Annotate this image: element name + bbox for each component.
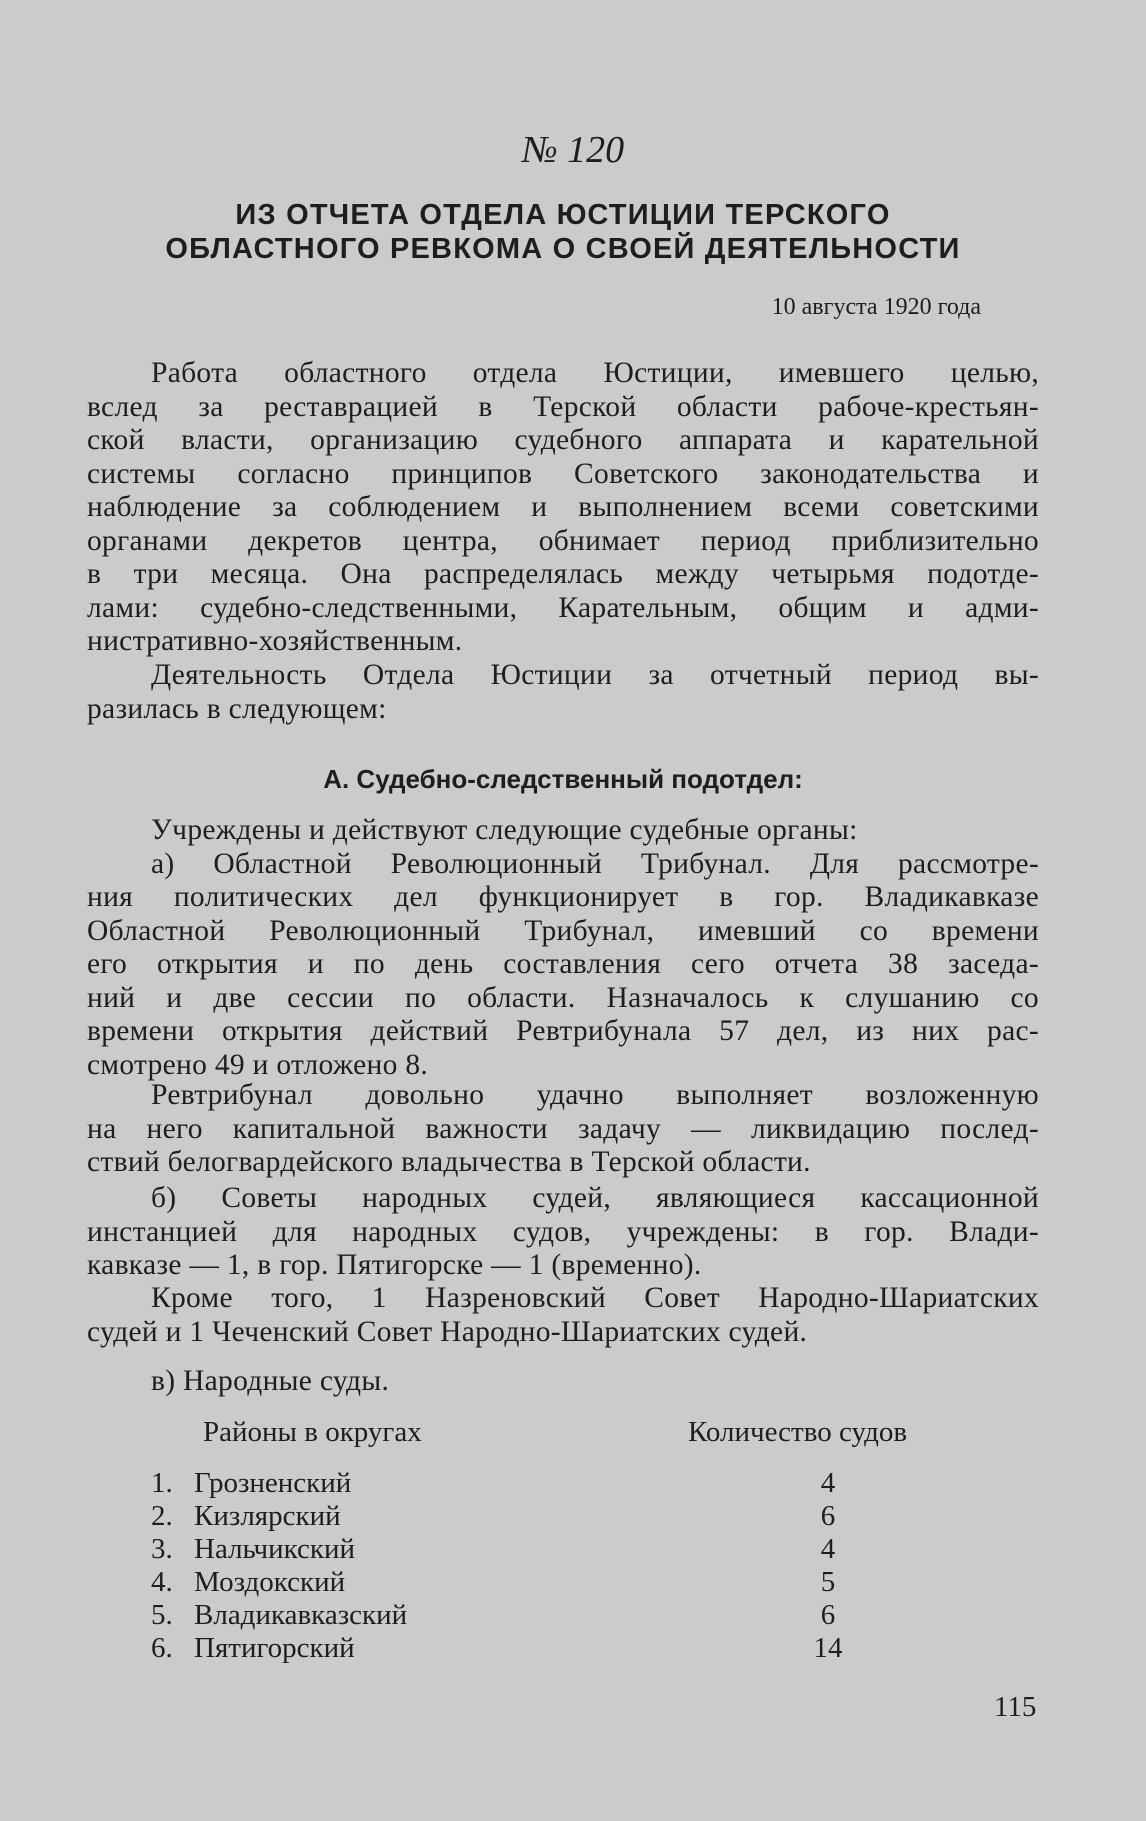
document-number: № 120 <box>521 129 625 171</box>
paragraph-6 <box>87 1282 1039 1349</box>
text-line: Деятельность Отдела Юстиции за отчетный период вы- <box>151 659 1039 691</box>
paragraph-5 <box>87 1182 1039 1283</box>
court-count: 5 <box>820 1566 836 1598</box>
text-line: органами декретов центра, обнимает период приблизительно <box>87 524 1039 557</box>
district-name: Моздокский <box>194 1566 346 1598</box>
table-header-count: Количество судов <box>688 1416 908 1448</box>
text-line: Работа областного отдела Юстиции, имевшего целью, <box>151 357 1039 389</box>
text-line: ствий белогвардейского владычества в Терской области. <box>87 1146 811 1178</box>
text-line: на него капитальной важности задачу — ликвидацию послед- <box>87 1112 1039 1145</box>
document-date: 10 августа 1920 года <box>771 294 981 320</box>
table-row <box>0 1467 1146 1500</box>
text-line: Кроме того, 1 Назреновский Совет Народно-Шариатских <box>151 1282 1039 1314</box>
text-line: инстанцией для народных судов, учреждены: в гор. Влади- <box>87 1215 1039 1248</box>
court-count: 4 <box>820 1467 836 1499</box>
court-count: 6 <box>820 1500 836 1532</box>
text-line: времени открытия действий Ревтрибунала 57 дел, из них рас- <box>87 1015 1039 1047</box>
text-line: а) Областной Революционный Трибунал. Для рассмотре- <box>151 847 1039 880</box>
district-name: Нальчикский <box>194 1533 356 1565</box>
district-name: Грозненский <box>194 1467 352 1499</box>
table-row <box>0 1500 1146 1533</box>
text-line: системы согласно принципов Советского законодательства и <box>87 457 1039 490</box>
text-line: лами: судебно-следственными, Карательным, общим и адми- <box>87 591 1039 624</box>
text-line: в) Народные суды. <box>151 1365 390 1397</box>
table-row <box>0 1599 1146 1632</box>
court-count: 4 <box>820 1533 836 1565</box>
text-line: Ревтрибунал довольно удачно выполняет возложенную <box>151 1079 1039 1111</box>
row-number: 3. <box>151 1533 173 1565</box>
paragraph-2 <box>87 659 1039 726</box>
paragraph-4 <box>87 1079 1039 1180</box>
paragraph-1 <box>87 357 1039 659</box>
row-number: 4. <box>151 1566 173 1598</box>
text-line: б) Советы народных судей, являющиеся кассационной <box>151 1182 1039 1214</box>
table-header-districts: Районы в округах <box>203 1416 422 1448</box>
text-line: судей и 1 Чеченский Совет Народно-Шариатских судей. <box>87 1315 808 1348</box>
text-line: вслед за реставрацией в Терской области рабоче-крестьян- <box>87 390 1039 423</box>
page-number: 115 <box>994 1691 1037 1723</box>
text-line: Областной Революционный Трибунал, имевший со времени <box>87 914 1039 947</box>
court-count: 14 <box>813 1632 843 1664</box>
text-line: его открытия и по день составления сего отчета 38 заседа- <box>87 948 1039 980</box>
row-number: 2. <box>151 1500 173 1532</box>
table-row <box>0 1632 1146 1665</box>
row-number: 5. <box>151 1599 173 1631</box>
table-row <box>0 1533 1146 1566</box>
document-title <box>100 198 1026 266</box>
district-name: Кизлярский <box>194 1500 341 1532</box>
table-row <box>0 1566 1146 1599</box>
text-line: разилась в следующем: <box>87 692 387 725</box>
text-line: в три месяца. Она распределялась между четырьмя подотде- <box>87 558 1039 590</box>
text-line: наблюдение за соблюдением и выполнением всеми советскими <box>87 491 1039 523</box>
text-line: смотрено 49 и отложено 8. <box>87 1048 429 1081</box>
paragraph-7 <box>87 1365 1039 1399</box>
paragraph-3 <box>87 814 1039 1082</box>
text-line: ния политических дел функционирует в гор. Владикавказе <box>87 881 1039 913</box>
row-number: 1. <box>151 1467 173 1499</box>
text-line: нистративно-хозяйственным. <box>87 625 463 657</box>
text-line: кавказе — 1, в гор. Пятигорске — 1 (временно). <box>87 1249 702 1281</box>
title-line: ИЗ ОТЧЕТА ОТДЕЛА ЮСТИЦИИ ТЕРСКОГО <box>235 199 891 231</box>
row-number: 6. <box>151 1632 173 1664</box>
text-line: ской власти, организацию судебного аппарата и карательной <box>87 424 1039 456</box>
district-name: Пятигорский <box>194 1632 355 1664</box>
district-name: Владикавказский <box>194 1599 408 1631</box>
text-line: Учреждены и действуют следующие судебные органы: <box>151 814 858 846</box>
title-line: ОБЛАСТНОГО РЕВКОМА О СВОЕЙ ДЕЯТЕЛЬНОСТИ <box>165 233 961 265</box>
text-line: ний и две сессии по области. Назначалось к слушанию со <box>87 981 1039 1014</box>
section-heading: А. Судебно-следственный подотдел: <box>323 764 803 794</box>
court-count: 6 <box>820 1599 836 1631</box>
